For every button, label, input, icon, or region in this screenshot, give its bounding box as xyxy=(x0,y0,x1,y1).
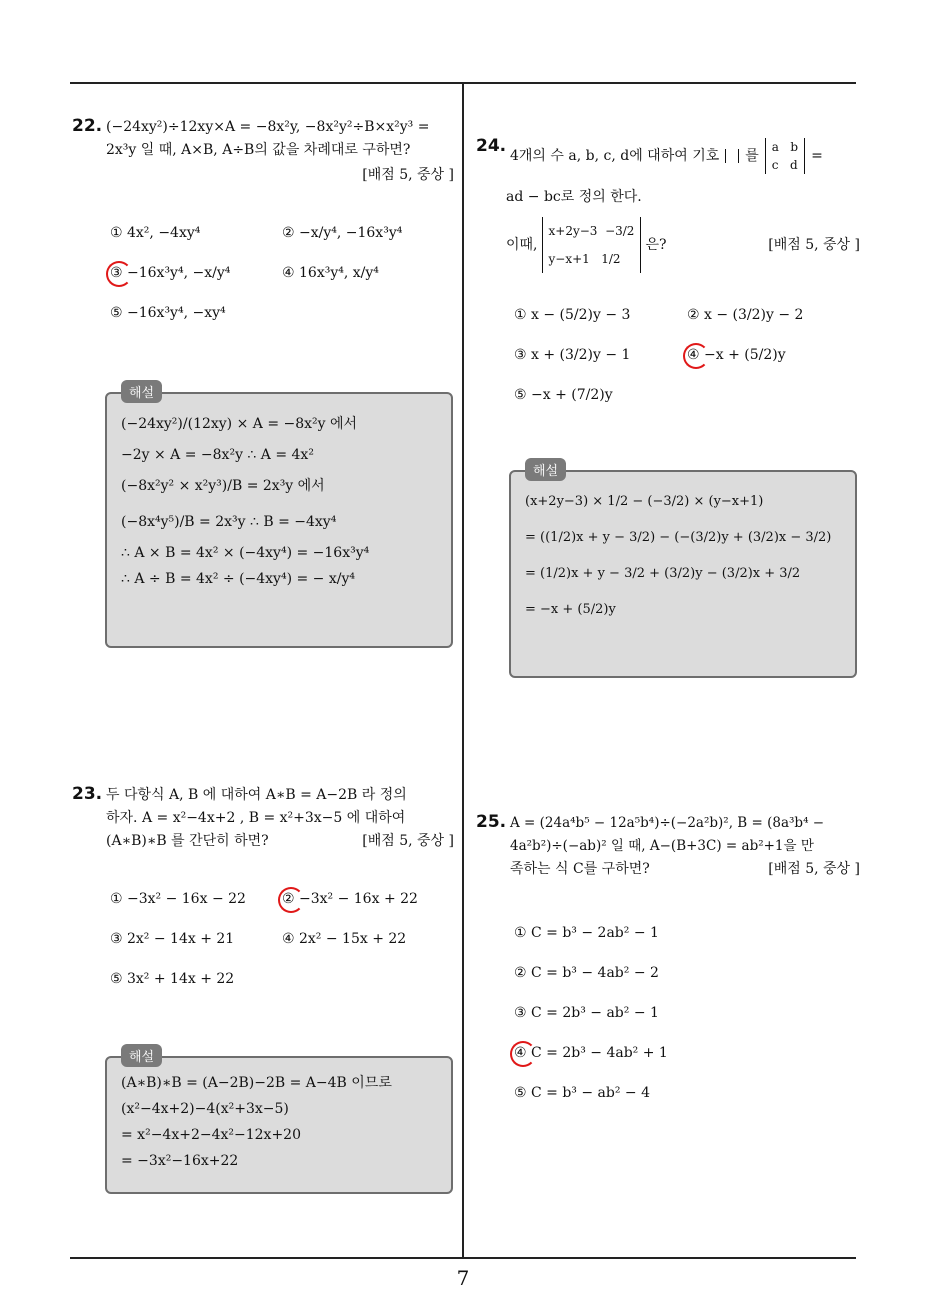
choice-2[interactable]: ② −3x² − 16x + 22 xyxy=(282,891,454,907)
solution-tag: 해설 xyxy=(121,1044,162,1067)
solution-tag: 해설 xyxy=(121,380,162,403)
choices xyxy=(110,879,454,999)
score-label: [배점 5, 중상 ] xyxy=(362,833,454,849)
choice-3[interactable]: ③ x + (3/2)y − 1 xyxy=(514,347,631,363)
choices xyxy=(514,913,860,1113)
choice-4[interactable]: ④ C = 2b³ − 4ab² + 1 xyxy=(514,1045,814,1061)
question-24 xyxy=(476,116,860,415)
choice-4[interactable]: ④ 2x² − 15x + 22 xyxy=(282,931,407,947)
choice-2[interactable]: ② x − (3/2)y − 2 xyxy=(687,307,804,323)
page-number: 7 xyxy=(456,1266,470,1290)
choice-5[interactable]: ⑤ −x + (7/2)y xyxy=(514,387,613,403)
choice-3[interactable]: ③ −16x³y⁴, −x/y⁴ xyxy=(110,265,282,281)
choice-3[interactable]: ③ 2x² − 14x + 21 xyxy=(110,931,235,947)
question-23 xyxy=(72,784,454,999)
determinant-abcd: a b c d xyxy=(765,138,805,174)
question-number: 23. xyxy=(72,784,103,804)
solution-box-22: 해설 (−24xy²)/(12xy) × A = −8x²y 에서 −2y × A = −8x²y ∴ A = 4x² (−8x²y² × x²y³)/B = 2x³y 에서 (−8x⁴y⁵)/B = 2x³y ∴ B = −4xy⁴ ∴ A × B = 4x² × (−4xy⁴) = −16x³y⁴ ∴ A ÷ B = 4x² ÷ (−4xy⁴) = − x/y⁴ xyxy=(105,392,453,648)
choice-3[interactable]: ③ C = 2b³ − ab² − 1 xyxy=(514,1005,659,1021)
choice-5[interactable]: ⑤ C = b³ − ab² − 4 xyxy=(514,1085,651,1101)
question-number: 22. xyxy=(72,116,103,136)
question-number: 24. xyxy=(476,136,507,156)
question-text: (−24xy²)÷12xy×A = −8x²y, −8x²y²÷B×x²y³ = 2x³y 일 때, A×B, A÷B의 값을 차례대로 구하면? [배점 5, 중상 ] xyxy=(106,116,454,187)
answer-circle-icon xyxy=(510,1041,536,1067)
question-text: A = (24a⁴b⁵ − 12a⁵b⁴)÷(−2a²b)², B = (8a³b⁴ − 4a²b²)÷(−ab)² 일 때, A−(B+3C) = ab²+1을 만 족하는 식 C를 구하면? [배점 5, 중상 ] xyxy=(510,812,860,881)
score-label: [배점 5, 중상 ] xyxy=(768,236,860,253)
question-text: 두 다항식 A, B 에 대하여 A∗B = A−2B 라 정의 하자. A = x²−4x+2 , B = x²+3x−5 에 대하여 (A∗B)∗B 를 간단히 하면? [배점 5, 중상 ] xyxy=(106,784,454,853)
solution-box-23: 해설 (A∗B)∗B = (A−2B)−2B = A−4B 이므로 (x²−4x+2)−4(x²+3x−5) = x²−4x+2−4x²−12x+20 = −3x²−16x+22 xyxy=(105,1056,453,1194)
determinant-symbol xyxy=(725,149,739,163)
choice-5[interactable]: ⑤ 3x² + 14x + 22 xyxy=(110,971,235,987)
score-label: [배점 5, 중상 ] xyxy=(362,167,454,183)
choice-1[interactable]: ① x − (5/2)y − 3 xyxy=(514,307,631,323)
column-divider xyxy=(462,82,464,1258)
answer-circle-icon xyxy=(278,887,304,913)
bottom-rule xyxy=(70,1257,856,1259)
choices xyxy=(514,295,860,415)
solution-box-24: 해설 (x+2y−3) × 1/2 − (−3/2) × (y−x+1) = ((1/2)x + y − 3/2) − (−(3/2)y + (3/2)x − 3/2) = (1/2)x + y − 3/2 + (3/2)y − (3/2)x + 3/2 = −x + (5/2)y xyxy=(509,470,857,678)
answer-circle-icon xyxy=(683,343,709,369)
choice-5[interactable]: ⑤ −16x³y⁴, −xy⁴ xyxy=(110,305,226,321)
answer-circle-icon xyxy=(106,261,132,287)
question-22 xyxy=(72,116,454,333)
determinant-expression: x+2y−3 −3/2 y−x+1 1/2 xyxy=(542,217,642,273)
question-text: 4개의 수 a, b, c, d에 대하여 기호 를 a b c d = ad − bc로 정의 한다. 이때, x+2y−3 −3/2 y−x+1 1/2 은? [배점 5, 중상 ] xyxy=(510,136,860,273)
choice-1[interactable]: ① −3x² − 16x − 22 xyxy=(110,891,246,907)
choice-2[interactable]: ② −x/y⁴, −16x³y⁴ xyxy=(282,225,403,241)
choices xyxy=(110,213,454,333)
question-25 xyxy=(476,812,860,1113)
choice-4[interactable]: ④ 16x³y⁴, x/y⁴ xyxy=(282,265,379,281)
choice-2[interactable]: ② C = b³ − 4ab² − 2 xyxy=(514,965,659,981)
question-number: 25. xyxy=(476,812,507,832)
choice-1[interactable]: ① C = b³ − 2ab² − 1 xyxy=(514,925,659,941)
score-label: [배점 5, 중상 ] xyxy=(768,861,860,877)
solution-tag: 해설 xyxy=(525,458,566,481)
choice-4[interactable]: ④ −x + (5/2)y xyxy=(687,347,860,363)
choice-1[interactable]: ① 4x², −4xy⁴ xyxy=(110,225,201,241)
